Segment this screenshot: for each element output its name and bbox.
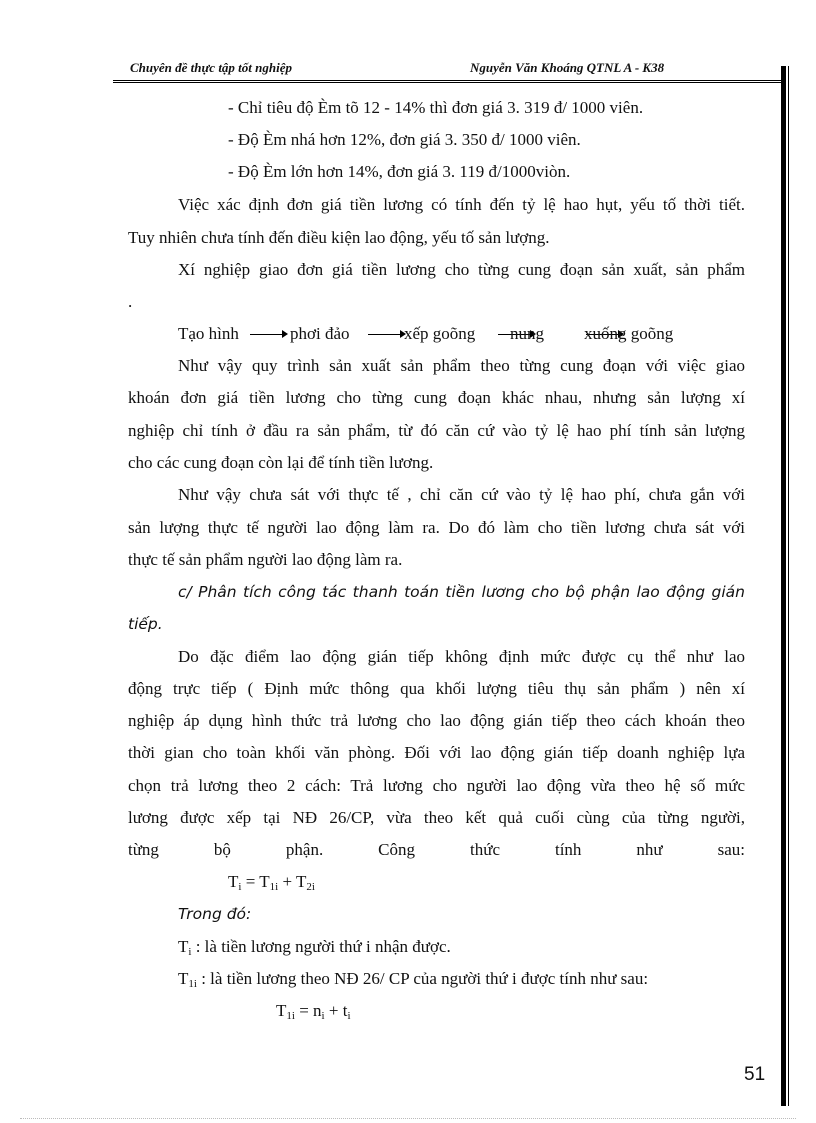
- page-border-right: [781, 66, 786, 1106]
- flow-step-2: phơi đảo: [290, 324, 350, 343]
- header-right-author: Nguyễn Văn Khoáng QTNL A - K38: [470, 60, 665, 75]
- header-left-title: Chuyên đề thực tập tốt nghiệp: [130, 60, 292, 75]
- definition-t1i: $T_{1i}$ : là tiền lương theo NĐ 26/ CP của người thứ i được tính như sau:: [178, 969, 649, 990]
- paragraph-line: động trực tiếp ( Định mức thông qua khối lượng tiêu thụ sản phẩm ) nên xí: [128, 679, 745, 698]
- arrow-right-icon: [368, 334, 404, 335]
- paragraph-line: khoán đơn giá tiền lương cho từng cung đoạn khác nhau, nhưng sản lượng xí: [128, 388, 745, 407]
- paragraph-line: Như vậy quy trình sản xuất sản phẩm theo từng cung đoạn với việc giao: [178, 356, 745, 375]
- header-rule: [113, 80, 781, 83]
- flow-step-3: xếp goõng: [404, 324, 476, 343]
- definition-ti: $T_i$ : là tiền lương người thứ i nhận được.: [178, 937, 451, 958]
- section-heading-cont: tiếp.: [128, 615, 163, 633]
- formula-t1i: $T_{1i} = n_i + t_i$: [276, 1001, 351, 1022]
- paragraph-line: lương được xếp tại NĐ 26/CP, vừa theo kết quả cuối cùng của từng người,: [128, 808, 745, 827]
- paragraph-line: sản lượng thực tế người lao động làm ra. Do đó làm cho tiền lương chưa sát với: [128, 518, 745, 537]
- page-number: 51: [744, 1064, 766, 1085]
- paragraph-line: Như vậy chưa sát với thực tế , chỉ căn cứ vào tỷ lệ hao phí, chưa gắn với: [178, 485, 745, 504]
- paragraph-line: .: [128, 292, 133, 311]
- paragraph-line: Việc xác định đơn giá tiền lương có tính đến tỷ lệ hao hụt, yếu tố thời tiết.: [178, 195, 745, 214]
- paragraph-line: Tuy nhiên chưa tính đến điều kiện lao động, yếu tố sản lượng.: [128, 228, 550, 247]
- paragraph-line: Do đặc điểm lao động gián tiếp không định mức được cụ thể như lao: [178, 647, 745, 666]
- bullet-line-1: - Chỉ tiêu độ Èm tõ 12 - 14% thì đơn giá 3. 319 đ/ 1000 viên.: [228, 98, 644, 117]
- paragraph-line: Xí nghiệp giao đơn giá tiền lương cho từng cung đoạn sản xuất, sản phẩm: [178, 260, 745, 279]
- section-heading: c/ Phân tích công tác thanh toán tiền lương cho bộ phận lao động gián: [178, 583, 745, 601]
- arrow-right-icon: [250, 334, 286, 335]
- flow-step-5: xuống goõng: [584, 324, 674, 343]
- paragraph-line: chọn trả lương theo 2 cách: Trả lương cho người lao động vừa theo hệ số mức: [128, 776, 745, 795]
- page-border-right-inner: [788, 66, 789, 1106]
- paragraph-line: thực tế sản phẩm người lao động làm ra.: [128, 550, 403, 569]
- formula-ti: $T_i = T_{1i} + T_{2i}$: [228, 872, 315, 893]
- page-bottom-edge: [20, 1118, 796, 1119]
- bullet-line-2: - Độ Èm nhá hơn 12%, đơn giá 3. 350 đ/ 1000 viên.: [228, 130, 581, 149]
- paragraph-line: thời gian cho toàn khối văn phòng. Đối với lao động gián tiếp doanh nghiệp lựa: [128, 743, 745, 762]
- paragraph-line: nghiệp chỉ tính ở đầu ra sản phẩm, từ đó căn cứ vào tỷ lệ hao phí tính sản lượng: [128, 421, 745, 440]
- flow-step-4: nung: [510, 324, 544, 343]
- where-label: Trong đó:: [178, 905, 252, 923]
- paragraph-line: cho các cung đoạn còn lại để tính tiền lương.: [128, 453, 434, 472]
- paragraph-line: từng bộ phận. Công thức tính như sau:: [128, 840, 745, 859]
- bullet-line-3: - Độ Èm lớn hơn 14%, đơn giá 3. 119 đ/1000viòn.: [228, 162, 571, 181]
- paragraph-line: nghiệp áp dụng hình thức trả lương cho lao động gián tiếp theo cách khoán theo: [128, 711, 745, 730]
- flow-step-1: Tạo hình: [178, 324, 239, 343]
